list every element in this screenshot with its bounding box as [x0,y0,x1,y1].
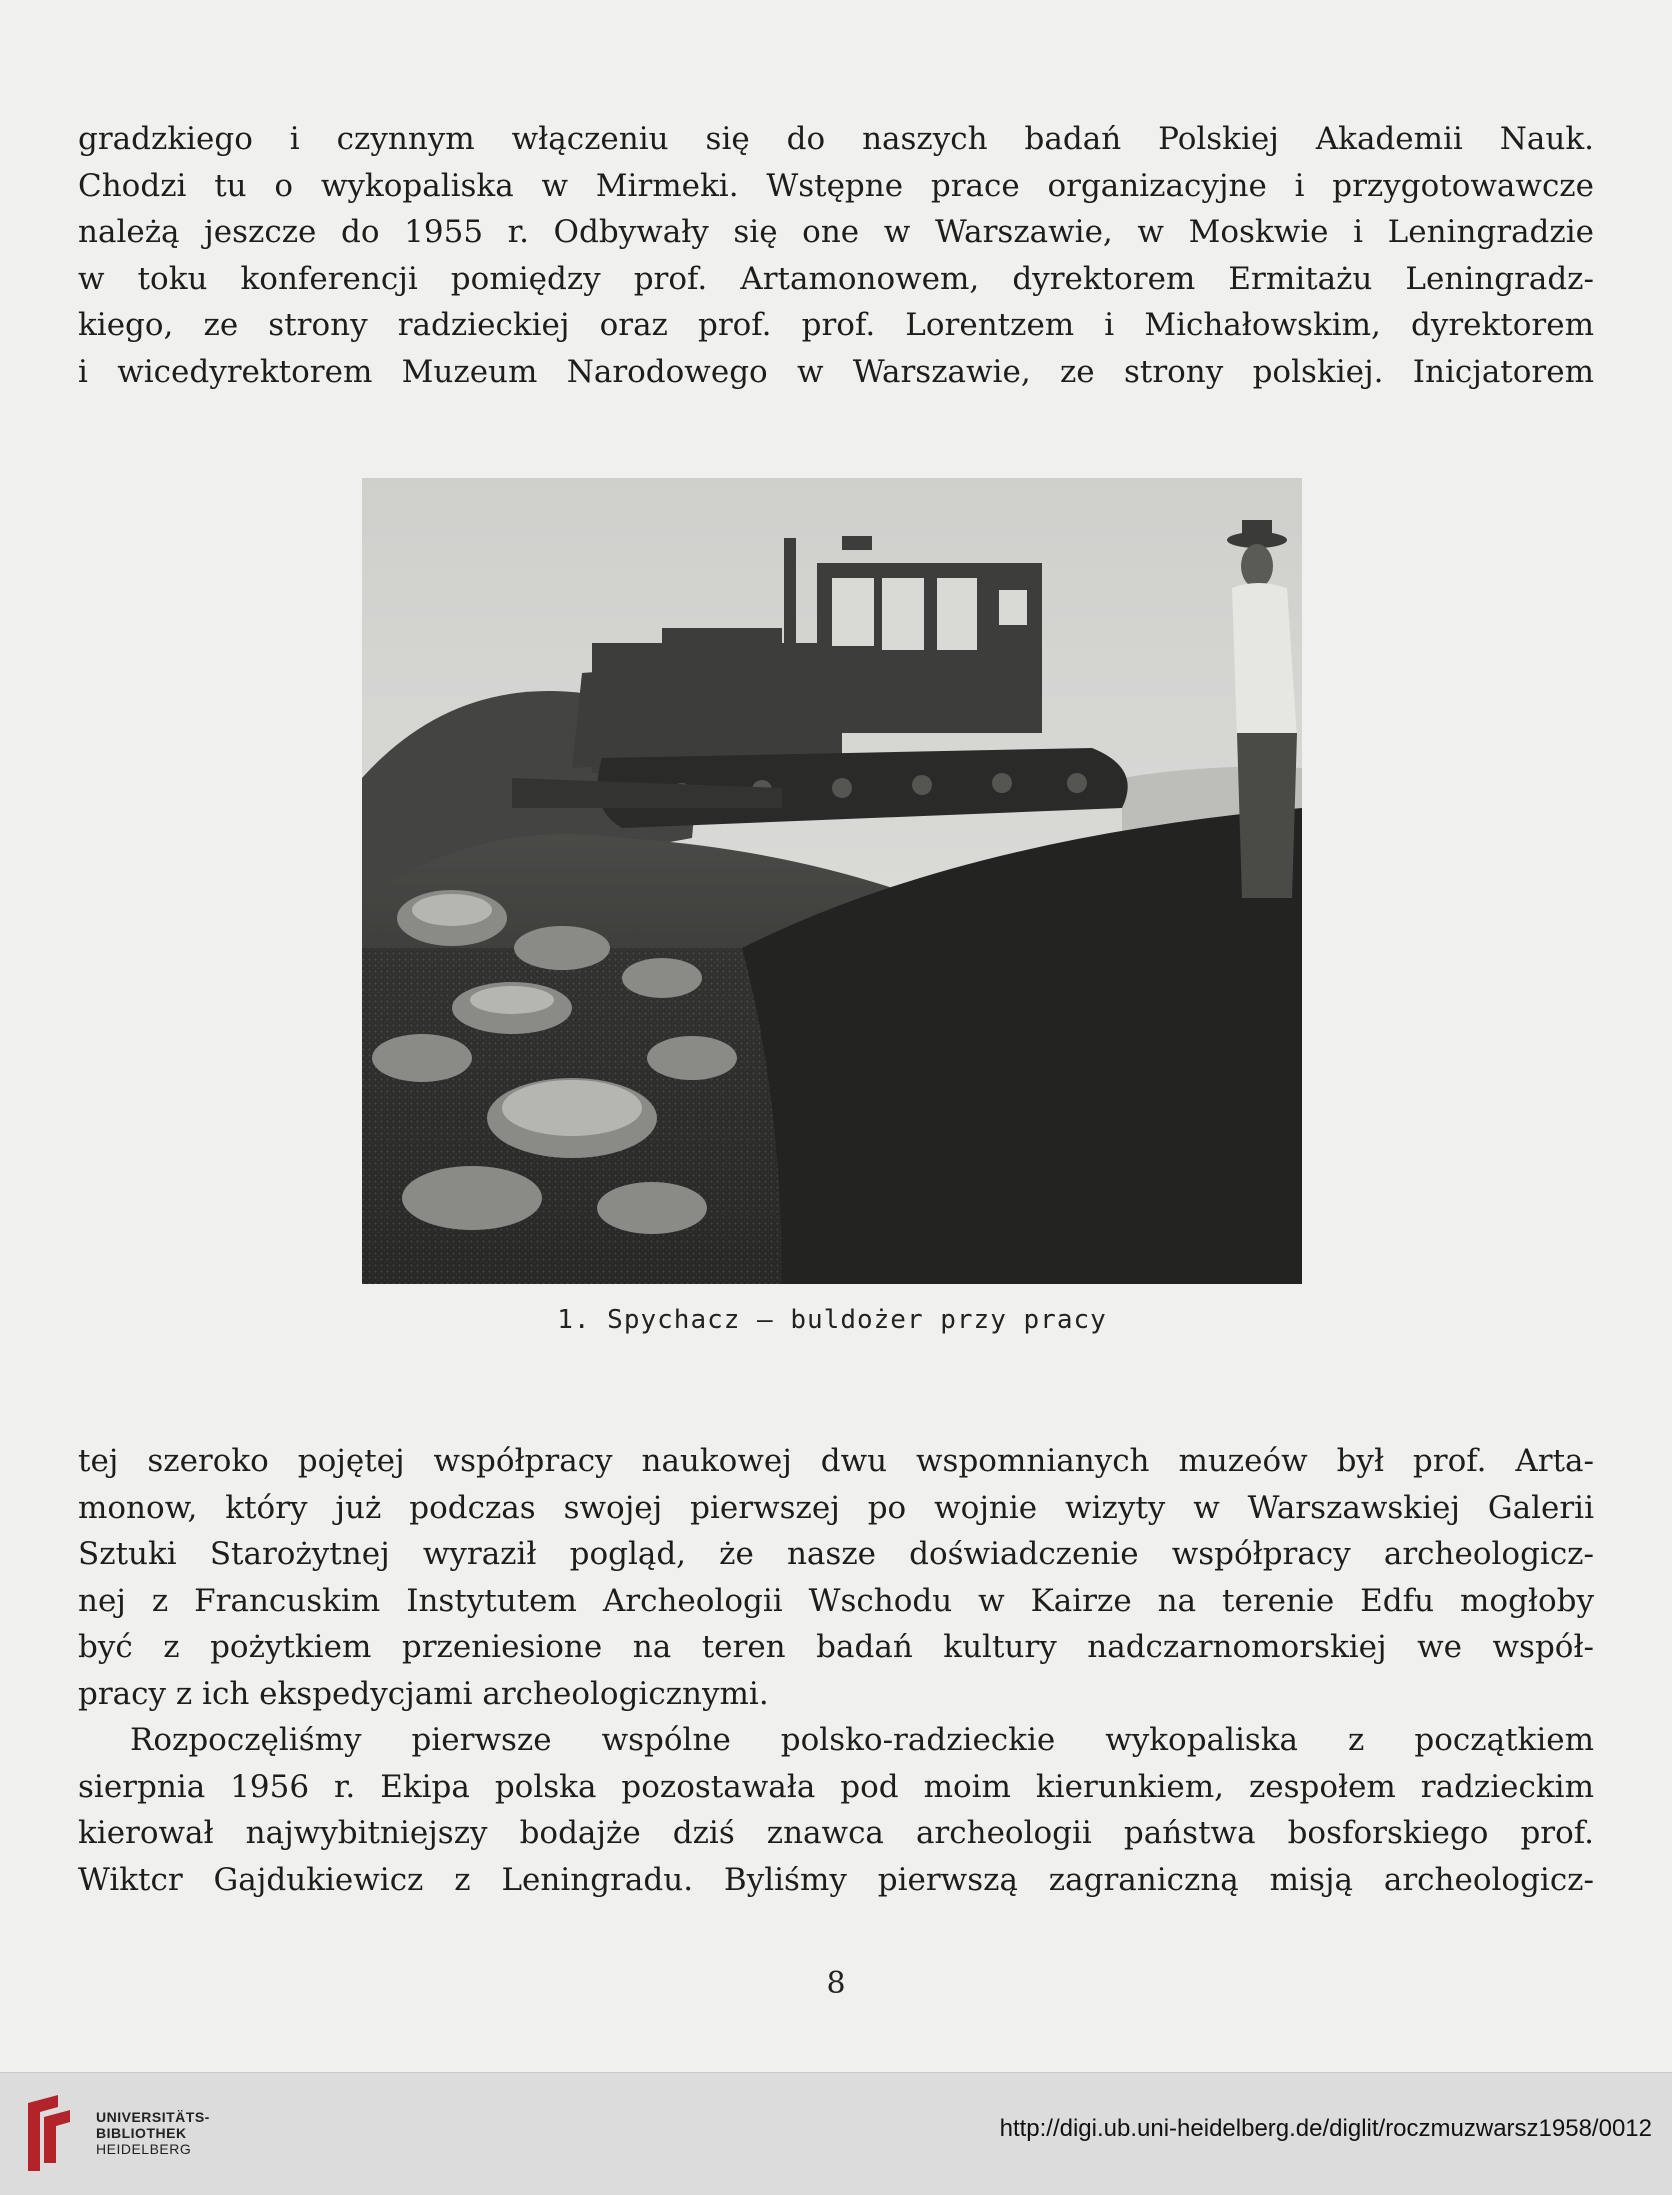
library-logo-icon[interactable] [18,2093,78,2175]
text-block-bottom [78,1438,1594,1903]
text-line: kiego, ze strony radzieckiej oraz prof. prof. Lorentzem i Michałowskim, dyrektorem [78,307,1594,343]
institution-name [96,2109,210,2157]
text-line: gradzkiego i czynnym włączeniu się do naszych badań Polskiej Akademii Nauk. [78,121,1594,157]
text-line: pracy z ich ekspedycjami archeologicznymi. [78,1675,769,1712]
institution-line: BIBLIOTHEK [96,2125,187,2141]
text-line: Wiktcr Gajdukiewicz z Leningradu. Byliśmy pierwszą zagraniczną misją archeologicz- [78,1861,1594,1898]
page-number: 8 [826,1966,846,2001]
text-line: monow, który już podczas swojej pierwszej po wojnie wizyty w Warszawskiej Galerii [78,1489,1594,1526]
text-line: być z pożytkiem przeniesione na teren badań kultury nadczarnomorskiej we współ- [78,1629,1594,1665]
text-line: kierował najwybitniejszy bodajże dziś znawca archeologii państwa bosforskiego prof. [78,1815,1594,1851]
figure-photo-bulldozer [362,478,1302,1284]
text-line: tej szeroko pojętej współpracy naukowej dwu wspomnianych muzeów był prof. Arta- [78,1443,1594,1479]
text-line: Chodzi tu o wykopaliska w Mirmeki. Wstępne prace organizacyjne i przygotowawcze [78,167,1594,204]
text-line: nej z Francuskim Instytutem Archeologii Wschodu w Kairze na terenie Edfu mogłoby [78,1582,1594,1619]
text-line: i wicedyrektorem Muzeum Narodowego w Warszawie, ze strony polskiej. Inicjatorem [78,353,1594,390]
paragraph-top [78,116,1594,395]
institution-line: UNIVERSITÄTS- [96,2109,210,2125]
text-line: Sztuki Starożytnej wyraził pogląd, że nasze doświadczenie współpracy archeologicz- [78,1536,1594,1572]
text-line: w toku konferencji pomiędzy prof. Artamonowem, dyrektorem Ermitażu Leningradz- [78,260,1594,297]
library-footer [0,2072,1672,2195]
paragraph-bottom-2 [78,1717,1594,1903]
text-block-top [78,116,1594,395]
figure-caption: 1. Spychacz — buldożer przy pracy [557,1305,1107,1335]
text-line: Rozpoczęliśmy pierwsze wspólne polsko-radzieckie wykopaliska z początkiem [130,1722,1594,1758]
text-line: sierpnia 1956 r. Ekipa polska pozostawała pod moim kierunkiem, zespołem radzieckim [78,1768,1594,1805]
text-line: należą jeszcze do 1955 r. Odbywały się one w Warszawie, w Moskwie i Leningradzie [78,214,1594,250]
paragraph-bottom-1 [78,1438,1594,1717]
permalink-url[interactable]: http://digi.ub.uni-heidelberg.de/diglit/roczmuzwarsz1958/0012 [999,2115,1652,2142]
institution-line: HEIDELBERG [96,2141,192,2157]
photo-illustration [362,478,1302,1284]
